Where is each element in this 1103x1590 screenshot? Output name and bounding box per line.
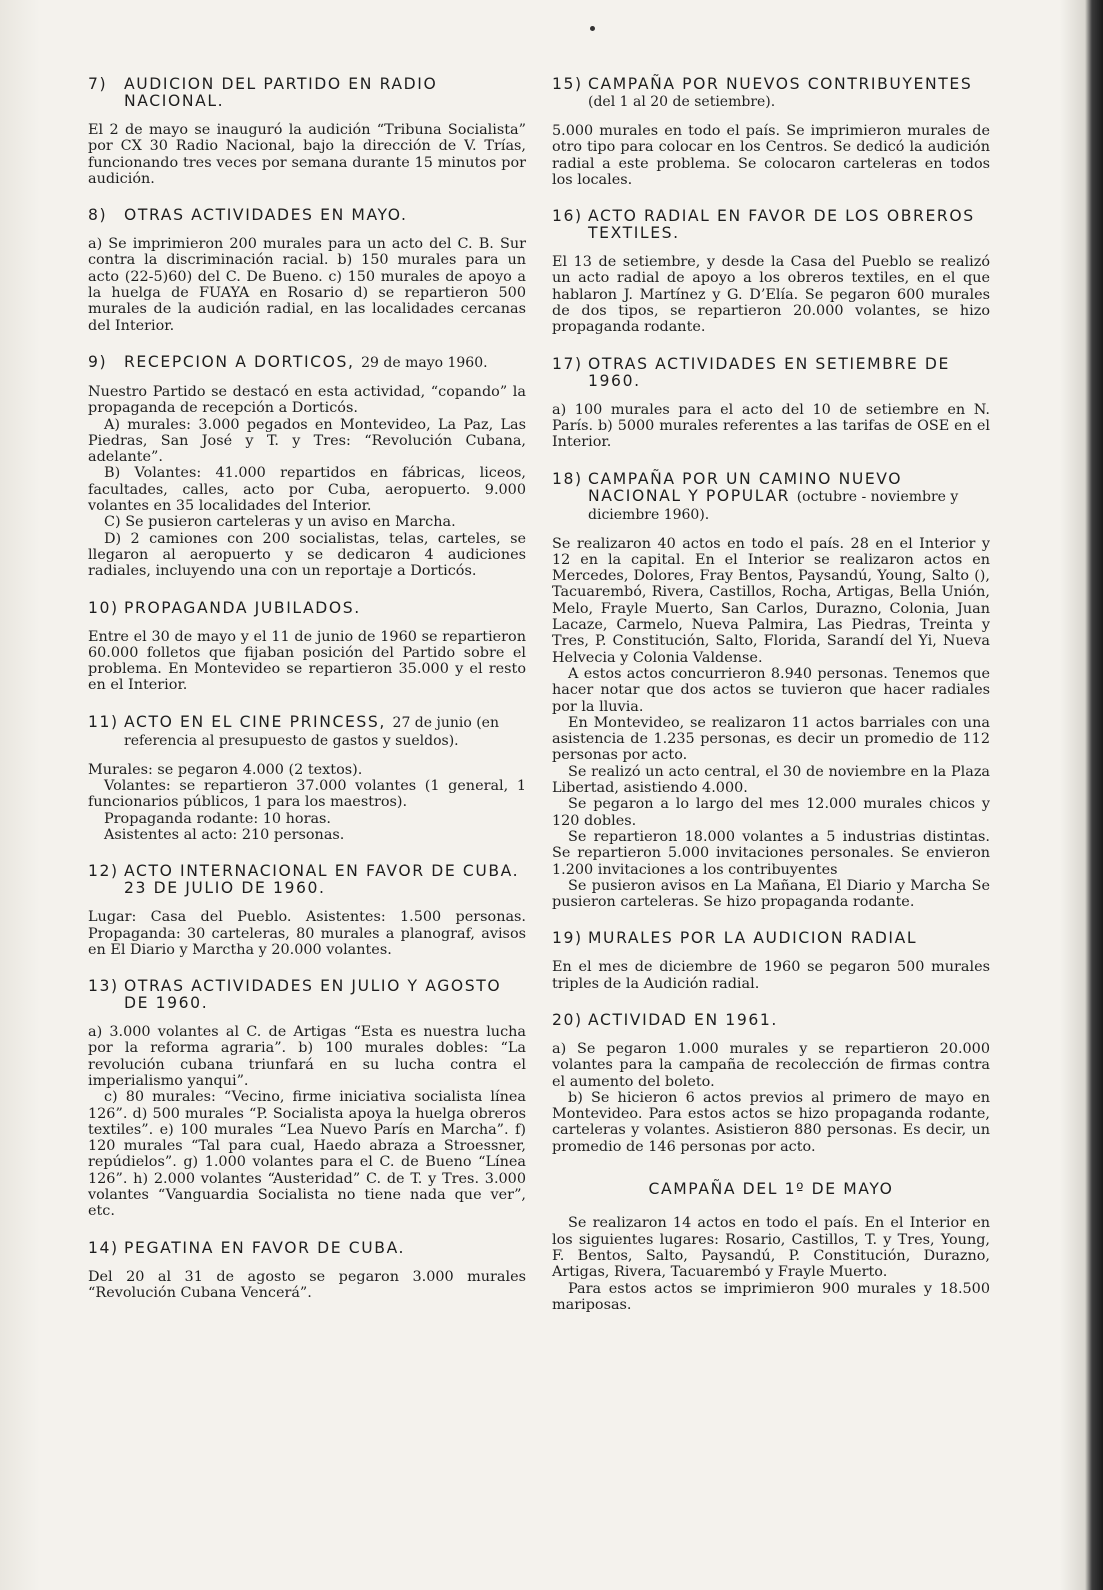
section — [552, 930, 990, 992]
paragraph: El 13 de setiembre, y desde la Casa del Pueblo se realizó un acto radial de apoyo a los obreros textiles, en el que hablaron J. Martínez y G. D’Elía. Se pegaron 600 murales de dos tipos, se repartieron 20.000 volantes, se hizo propaganda rodante. — [552, 254, 990, 336]
section-title: PEGATINA EN FAVOR DE CUBA. — [124, 1238, 406, 1257]
section-title: CAMPAÑA POR NUEVOS CONTRIBUYENTES — [588, 75, 973, 93]
section — [552, 76, 990, 188]
paragraph: 5.000 murales en todo el país. Se imprimieron murales de otro tipo para colocar en los Centros. Se dedicó la audición radial a este problema. Se colocaron carteleras en todos los locales. — [552, 123, 990, 188]
paragraph: b) Se hicieron 6 actos previos al primero de mayo en Montevideo. Para estos actos se hizo propaganda rodante, carteleras y volantes. Asistieron 880 personas. Es decir, un promedio de 146 personas por acto. — [552, 1089, 990, 1155]
paragraph: Se realizó un acto central, el 30 de noviembre en la Plaza Libertad, asistiendo 4.000. — [552, 763, 990, 797]
section-title-wrap — [124, 978, 526, 1012]
section-title-wrap — [124, 354, 526, 372]
paragraph: a) 3.000 volantes al C. de Artigas “Esta es nuestra lucha por la reforma agraria”. b) 100 murales dobles: “La revolución cubana triunfará en su lucha contra el imperialismo yanqui”. — [88, 1024, 526, 1089]
paragraph: B) Volantes: 41.000 repartidos en fábricas, liceos, facultades, calles, acto por Cuba, aeropuerto. 9.000 volantes en 35 localidades del Interior. — [88, 465, 526, 515]
section-subtitle: 29 de mayo 1960. — [361, 354, 488, 371]
ink-dot — [590, 26, 595, 31]
section-title: OTRAS ACTIVIDADES EN SETIEMBRE DE 1960. — [588, 354, 950, 390]
section-heading — [88, 978, 526, 1012]
section-title-wrap — [588, 208, 990, 242]
section — [552, 1012, 990, 1155]
section — [552, 208, 990, 335]
section-title: OTRAS ACTIVIDADES EN MAYO. — [124, 206, 408, 225]
paragraph: Lugar: Casa del Pueblo. Asistentes: 1.500 personas. Propaganda: 30 carteleras, 80 murales a planograf, avisos en El Diario y Marctha y 20.000 volantes. — [88, 909, 526, 958]
paragraph: Se realizaron 14 actos en todo el país. En el Interior en los siguientes lugares: Rosario, Castillos, T. y Tres, Young, F. Bentos, Salto, Paysandú, P. Constitución, Durazno, Artigas, Rivera, Tacuarembó y Frayle Muerto. — [552, 1215, 990, 1281]
section-heading — [88, 600, 526, 617]
section-title: ACTO INTERNACIONAL EN FAVOR DE CUBA. 23 DE JULIO DE 1960. — [124, 862, 520, 898]
section-title-wrap — [588, 356, 990, 390]
section — [88, 207, 526, 334]
paragraph: a) 100 murales para el acto del 10 de setiembre en N. París. b) 5000 murales referentes a las tarifas de OSE en el Interior. — [552, 401, 990, 451]
paragraph: Se pusieron avisos en La Mañana, El Diario y Marcha Se pusieron carteleras. Se hizo propaganda rodante. — [552, 877, 990, 911]
section-number: 13) — [88, 977, 119, 996]
section-title-wrap — [124, 714, 526, 750]
paragraph: Se realizaron 40 actos en todo el país. 28 en el Interior y 12 en la capital. En el Interior se realizaron actos en Mercedes, Dolores, Fray Bentos, Paysandú, Young, Salto (), Tacuarembó, Rivera, Castillos, Rocha, Artigas, Bella Unión, Melo, Frayle Muerto, San Carlos, Durazno, Colonia, Juan Lacaze, Carmelo, Nueva Palmira, Las Piedras, Treinta y Tres, P. Constitución, Salto, Florida, Sarandí del Yi, Nueva Helvecia y Colonia Valdense. — [552, 535, 990, 666]
section-title-wrap — [124, 863, 526, 897]
campaign-body — [552, 1215, 990, 1313]
section-number: 18) — [552, 469, 583, 488]
right-column — [552, 76, 990, 1313]
section-heading — [552, 930, 990, 947]
section-number: 15) — [552, 75, 583, 93]
section-heading — [552, 1012, 990, 1029]
section — [552, 356, 990, 451]
paragraph: a) Se imprimieron 200 murales para un acto del C. B. Sur contra la discriminación racial. b) 150 murales para un acto (22-5)60) del C. De Bueno. c) 150 murales de apoyo a la huelga de FUAYA en Rosario d) se repartieron 500 murales de la audición radial, en las localidades cercanas del Interior. — [88, 236, 526, 334]
paragraph: Asistentes al acto: 210 personas. — [104, 826, 345, 843]
section — [88, 714, 526, 843]
section-title: MURALES POR LA AUDICION RADIAL — [588, 929, 918, 948]
paragraph: Del 20 al 31 de agosto se pegaron 3.000 murales “Revolución Cubana Vencerá”. — [88, 1268, 526, 1301]
paragraph: C) Se pusieron carteleras y un aviso en Marcha. — [104, 514, 456, 531]
campaign-title: CAMPAÑA DEL 1º DE MAYO — [648, 1180, 894, 1199]
section-number: 7) — [88, 75, 108, 93]
paragraph: Entre el 30 de mayo y el 11 de junio de 1960 se repartieron 60.000 folletos que fijaban posición del Partido sobre el problema. En Montevideo se repartieron 35.000 y el resto en el Interior. — [88, 628, 526, 694]
section-title: PROPAGANDA JUBILADOS. — [124, 598, 361, 617]
paragraph: Propaganda rodante: 10 horas. — [104, 810, 332, 827]
paragraph: A estos actos concurrieron 8.940 personas. Tenemos que hacer notar que dos actos se tuvieron que hacer radiales por la lluvia. — [552, 665, 990, 715]
section — [88, 1240, 526, 1302]
section-heading — [552, 76, 990, 111]
paragraph: Se pegaron a lo largo del mes 12.000 murales chicos y 120 dobles. — [552, 796, 990, 829]
paragraph: D) 2 camiones con 200 socialistas, telas, carteles, se llegaron al aeropuerto y se dedicaron 4 audiciones radiales, incluyendo una con un reportaje a Dorticós. — [88, 530, 526, 580]
section-title: AUDICION DEL PARTIDO EN RADIO NACIONAL. — [124, 75, 438, 110]
paragraph: En Montevideo, se realizaron 11 actos barriales con una asistencia de 1.235 personas, es decir un promedio de 112 personas por acto. — [552, 714, 990, 764]
paragraph: En el mes de diciembre de 1960 se pegaron 500 murales triples de la Audición radial. — [552, 959, 990, 992]
section-title: ACTO RADIAL EN FAVOR DE LOS OBREROS TEXTILES. — [588, 207, 975, 243]
section-heading — [88, 863, 526, 897]
section-number: 14) — [88, 1238, 119, 1257]
left-column — [88, 76, 526, 1321]
paragraph: a) Se pegaron 1.000 murales y se repartieron 20.000 volantes para la campaña de recolección de firmas contra el aumento del boleto. — [552, 1040, 990, 1090]
section-number: 19) — [552, 929, 583, 948]
paragraph: A) murales: 3.000 pegados en Montevideo, La Paz, Las Piedras, San José y T. y Tres: “Revolución Cubana, adelante”. — [88, 416, 526, 466]
paragraph: El 2 de mayo se inauguró la audición “Tribuna Socialista” por CX 30 Radio Nacional, bajo la dirección de V. Trías, funcionando tres veces por semana durante 15 minutos por audición. — [88, 122, 526, 187]
section-number: 8) — [88, 206, 108, 225]
section-title-wrap — [124, 207, 526, 224]
section-heading — [88, 76, 526, 110]
section-title: ACTIVIDAD EN 1961. — [588, 1010, 778, 1029]
paragraph: Para estos actos se imprimieron 900 murales y 18.500 mariposas. — [552, 1280, 990, 1313]
section-title-wrap — [124, 76, 526, 110]
section-number: 9) — [88, 352, 108, 371]
section-number: 16) — [552, 207, 583, 226]
section-title-wrap — [588, 930, 990, 947]
section-title-wrap — [588, 1012, 990, 1029]
section-heading — [552, 356, 990, 390]
section-title-wrap — [588, 76, 990, 111]
section-number: 12) — [88, 862, 119, 881]
paragraph: c) 80 murales: “Vecino, firme iniciativa socialista línea 126”. d) 500 murales “P. Socialista apoya la huelga obreros textiles”. e) 100 murales “Lea Nuevo París en Marcha”. f) 120 murales “Tal para cual, Haedo abraza a Stroessner, repúdielos”. g) 1.000 volantes para el C. de Bueno “Línea 126”. h) 2.000 volantes “Austeridad” C. de T. y Tres. 3.000 volantes “Vanguardia Socialista no tiene nada que ver”, etc. — [88, 1089, 526, 1220]
section-number: 20) — [552, 1010, 583, 1029]
section-subtitle: 27 de junio (en referencia al presupuesto de gastos y sueldos). — [124, 714, 499, 749]
section — [88, 600, 526, 694]
paragraph: Volantes: se repartieron 37.000 volantes (1 general, 1 funcionarios públicos, 1 para los maestros). — [88, 778, 526, 811]
section-number: 17) — [552, 354, 583, 373]
section-heading — [88, 714, 526, 750]
section-title: OTRAS ACTIVIDADES EN JULIO Y AGOSTO DE 1960. — [124, 977, 502, 1013]
section-subtitle: (del 1 al 20 de setiembre). — [588, 94, 776, 110]
section-title-wrap — [588, 471, 990, 524]
paragraph: Se repartieron 18.000 volantes a 5 industrias distintas. Se repartieron 5.000 invitaciones personales. Se envieron 1.200 invitaciones a los contribuyentes — [552, 828, 990, 878]
section-title: CAMPAÑA POR UN CAMINO NUEVO NACIONAL Y POPULAR — [588, 469, 903, 505]
section-heading — [552, 471, 990, 524]
right-sections — [552, 76, 990, 1155]
section — [88, 354, 526, 580]
section-title: ACTO EN EL CINE PRINCESS, — [124, 712, 386, 731]
section-subtitle: (octubre - noviembre y diciembre 1960). — [588, 488, 959, 523]
section-title: RECEPCION A DORTICOS, — [124, 352, 355, 371]
section-heading — [88, 1240, 526, 1257]
section-number: 10) — [88, 598, 119, 617]
section — [88, 76, 526, 187]
section — [88, 863, 526, 958]
section-heading — [552, 208, 990, 242]
paragraph: Murales: se pegaron 4.000 (2 textos). — [88, 761, 363, 778]
section-number: 11) — [88, 712, 119, 731]
paragraph: Nuestro Partido se destacó en esta actividad, “copando” la propaganda de recepción a Dorticós. — [88, 383, 526, 417]
section-heading — [88, 207, 526, 224]
section-title-wrap — [124, 600, 526, 617]
section — [552, 471, 990, 911]
section-title-wrap — [124, 1240, 526, 1257]
section — [88, 978, 526, 1220]
section-heading — [88, 354, 526, 372]
